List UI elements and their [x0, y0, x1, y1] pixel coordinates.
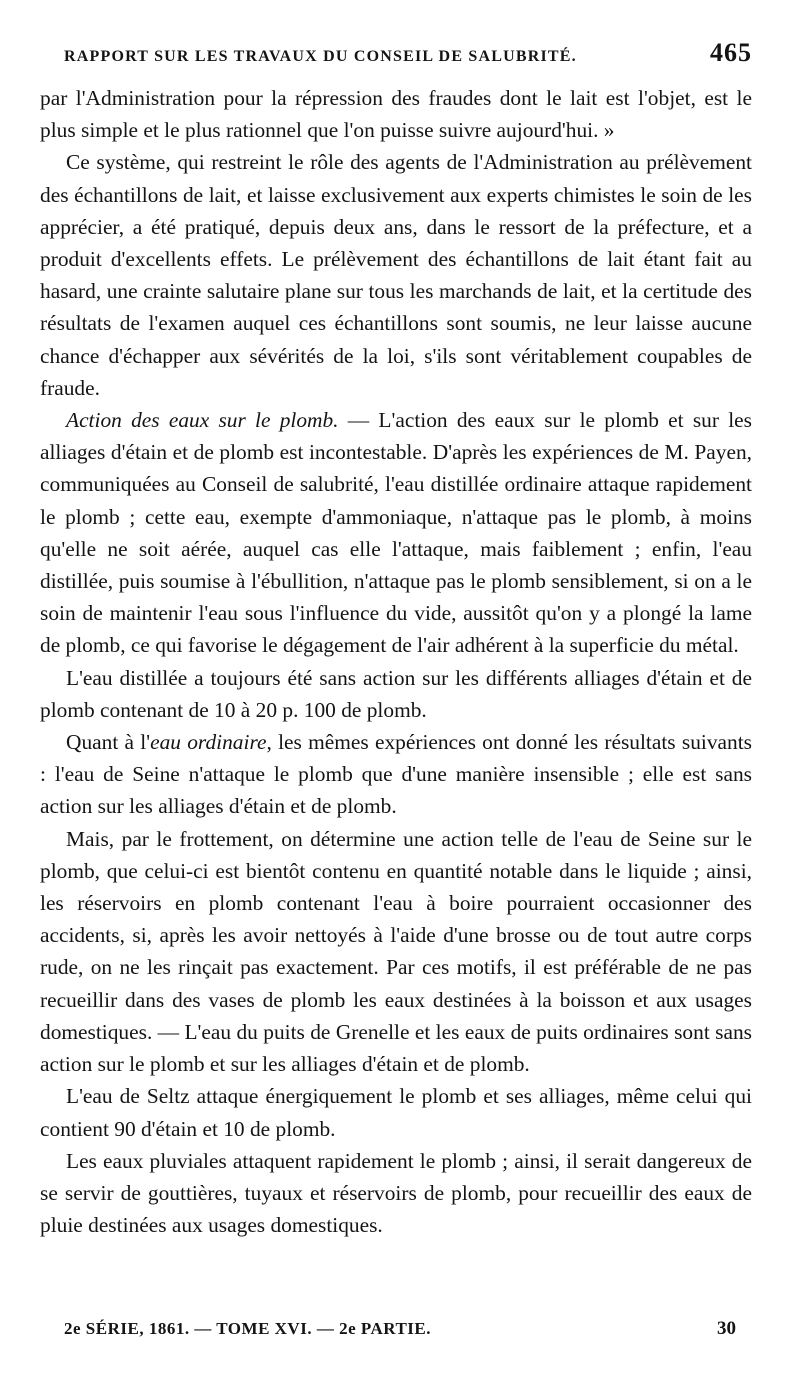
emphasis-eau-ordinaire: eau ordinaire — [150, 730, 267, 755]
signature-mark: 2e SÉRIE, 1861. — TOME XVI. — 2e PARTIE. — [64, 1319, 431, 1338]
paragraph-3 — [40, 404, 752, 662]
paragraph-7: L'eau de Seltz attaque énergiquement le plomb et ses alliages, même celui qui contient 90 d'étain et 10 de plomb. — [40, 1084, 752, 1141]
paragraph-6: Mais, par le frottement, on détermine une action telle de l'eau de Seine sur le plomb, que celui-ci est bientôt contenu en quantité notable dans le liquide ; ainsi, les réservoirs en plomb contenant l'eau à boire pourraient occasionner des accidents, si, après les avoir nettoyés à l'aide d'une brosse ou de tout autre corps rude, on ne les rinçait pas exactement. Par ces motifs, il est préférable de ne pas recueillir dans des vases de plomb les eaux destinées à la boisson et aux usages domestiques. — L'eau du puits de Grenelle et les eaux de puits ordinaires sont sans action sur le plomb et sur les alliages d'étain et de plomb. — [40, 826, 752, 1077]
paragraph-2: Ce système, qui restreint le rôle des agents de l'Administration au prélèvement des échantillons de lait, et laisse exclusivement aux experts chimistes le soin de les apprécier, a été pratiqué, depuis deux ans, dans le ressort de la préfecture, et a produit d'excellents effets. Le prélèvement des échantillons de lait étant fait au hasard, une crainte salutaire plane sur tous les marchands de lait, et la certitude des résultats de l'examen auquel ces échantillons sont soumis, ne leur laisse aucune chance d'échapper aux sévérités de la loi, s'ils sont véritablement coupables de fraude. — [40, 150, 752, 400]
page-header — [40, 38, 752, 68]
page-number: 465 — [710, 38, 752, 67]
section-title-lead: Action des eaux sur le plomb. — [66, 408, 339, 433]
page-body — [40, 82, 752, 1241]
paragraph-8: Les eaux pluviales attaquent rapidement le plomb ; ainsi, il serait dangereux de se servir de gouttières, tuyaux et réservoirs de plomb, pour recueillir des eaux de pluie destinées aux usages domestiques. — [40, 1148, 752, 1238]
paragraph-5-start: Quant à l' — [66, 730, 151, 755]
running-head: RAPPORT SUR LES TRAVAUX DU CONSEIL DE SALUBRITÉ. — [64, 48, 577, 65]
paragraph-3-text: — L'action des eaux sur le plomb et sur les alliages d'étain et de plomb est incontestable. D'après les expériences de M. Payen, communiquées au Conseil de salubrité, l'eau distillée ordinaire attaque rapidement le plomb ; cette eau, exempte d'ammoniaque, n'attaque pas le plomb, à moins qu'elle ne soit aérée, auquel cas elle l'attaque, mais faiblement ; enfin, l'eau distillée, puis soumise à l'ébullition, n'attaque pas le plomb sensiblement, si on a le soin de maintenir l'eau sous l'influence du vide, aussitôt qu'on y a plongé la lame de plomb, ce qui favorise le dégagement de l'air adhérent à la superficie du métal. — [40, 408, 752, 658]
paragraph-5 — [40, 726, 752, 823]
paragraph-5-end: , les mêmes expériences ont donné les résultats suivants : l'eau de Seine n'attaque le plomb que d'une manière insensible ; elle est sans action sur les alliages d'étain et de plomb. — [40, 730, 752, 819]
sheet-number: 30 — [717, 1318, 736, 1339]
paragraph-1: par l'Administration pour la répression des fraudes dont le lait est l'objet, est le plus simple et le plus rationnel que l'on puisse suivre aujourd'hui. » — [40, 86, 752, 143]
paragraph-4: L'eau distillée a toujours été sans action sur les différents alliages d'étain et de plomb contenant de 10 à 20 p. 100 de plomb. — [40, 665, 752, 722]
page-footer — [64, 1318, 736, 1340]
